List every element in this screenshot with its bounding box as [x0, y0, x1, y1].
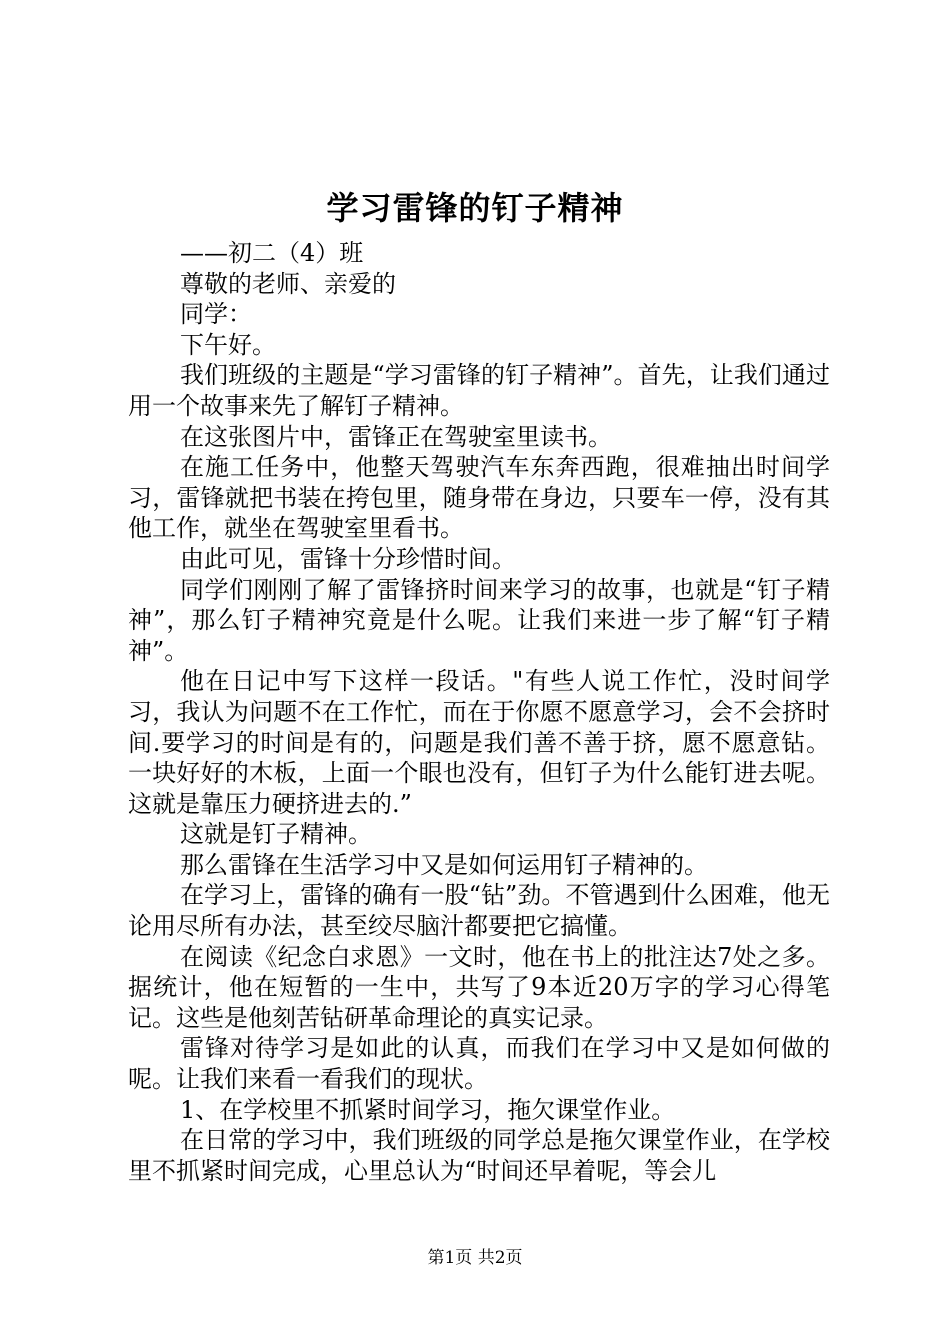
- document-title: 学习雷锋的钉子精神: [326, 189, 624, 227]
- paragraph: 我们班级的主题是“学习雷锋的钉子精神”。首先，让我们通过用一个故事来先了解钉子精神。: [128, 361, 830, 420]
- paragraph: 尊敬的老师、亲爱的: [180, 269, 396, 298]
- paragraph: ——初二（4）班: [180, 239, 364, 267]
- paragraph: 他在日记中写下这样一段话。"有些人说工作忙，没时间学习，我认为问题不在工作忙，而在于你愿不愿意学习，会不会挤时间.要学习的时间是有的，问题是我们善不善于挤，愿不愿意钻。一块好好的木板，上面一个眼也没有，但钉子为什么能钉进去呢。这就是靠压力硬挤进去的.”: [128, 667, 830, 818]
- paragraph: 同学：: [180, 300, 252, 329]
- paragraph: 在这张图片中，雷锋正在驾驶室里读书。: [180, 422, 612, 451]
- paragraph: 在日常的学习中，我们班级的同学总是拖欠课堂作业，在学校里不抓紧时间完成，心里总认为“时间还早着呢，等会儿: [128, 1126, 830, 1185]
- paragraph: 那么雷锋在生活学习中又是如何运用钉子精神的。: [180, 850, 708, 879]
- paragraph: 雷锋对待学习是如此的认真，而我们在学习中又是如何做的呢。让我们来看一看我们的现状。: [128, 1034, 830, 1094]
- page-footer: 第1页 共2页: [427, 1248, 523, 1268]
- paragraph: 在阅读《纪念白求恩》一文时，他在书上的批注达7处之多。据统计，他在短暂的一生中，共写了9本近20万字的学习心得笔记。这些是他刻苦钻研革命理论的真实记录。: [128, 942, 830, 1032]
- document-body: [128, 238, 830, 1186]
- paragraph: 下午好。: [180, 330, 276, 359]
- paragraph: 1、在学校里不抓紧时间学习，拖欠课堂作业。: [180, 1095, 676, 1124]
- paragraph: 由此可见，雷锋十分珍惜时间。: [180, 544, 516, 573]
- paragraph: 在学习上，雷锋的确有一股“钻”劲。不管遇到什么困难，他无论用尽所有办法，甚至绞尽脑汁都要把它搞懂。: [128, 881, 830, 941]
- paragraph: 在施工任务中，他整天驾驶汽车东奔西跑，很难抽出时间学习，雷锋就把书装在挎包里，随身带在身边，只要车一停，没有其他工作，就坐在驾驶室里看书。: [128, 453, 830, 543]
- paragraph: 这就是钉子精神。: [180, 820, 372, 849]
- paragraph: 同学们刚刚了解了雷锋挤时间来学习的故事，也就是“钉子精神”，那么钉子精神究竟是什么呢。让我们来进一步了解“钉子精神”。: [128, 575, 830, 665]
